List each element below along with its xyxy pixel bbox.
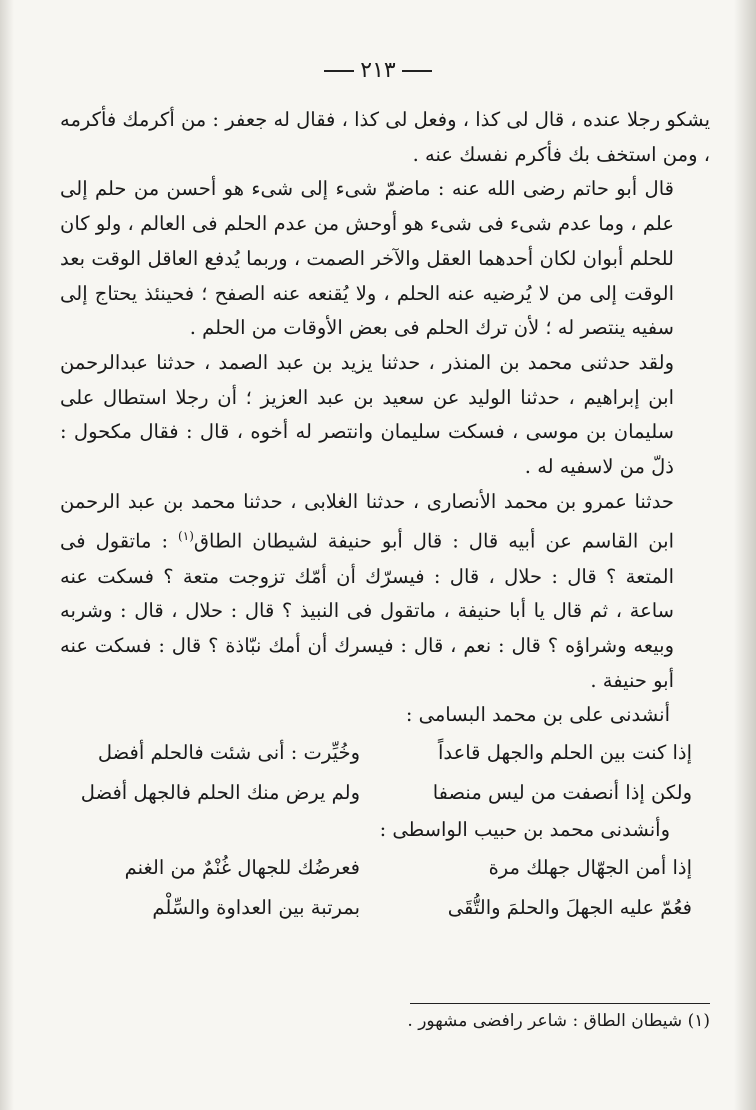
paragraph-4: [60, 485, 710, 699]
poem-1-verse-2: [60, 773, 710, 813]
verse-first-hemistich: فعُمّ عليه الجهلَ والحلمَ والتُّقَى: [447, 895, 692, 919]
footnote-reference: (١): [178, 529, 194, 544]
verse-second-hemistich: وخُيِّرت : أنى شئت فالحلم أفضل: [97, 741, 360, 765]
paragraph-1: يشكو رجلا عنده ، قال لى كذا ، وفعل لى كذا ، فقال له جعفر : من أكرمك فأكرمه ، ومن استخف بك فأكرم نفسك عنه .: [60, 108, 710, 166]
footnote-divider: [410, 1003, 710, 1004]
paragraph-2: قال أبو حاتم رضى الله عنه : ماضمّ شىء إلى شىء هو أحسن من حلم إلى علم ، وما عدم شىء فى شىء هو أوحش من عدم الحلم فى العالم ، ولو كان للحلم أبوان لكان أحدهما العقل والآخر الصمت ، وربما يُدفع العاقل الوقت بعد الوقت إلى من لا يُرضيه عنه الحلم ، ولا يُقنعه عنه الصفح ؛ فحينئذ يحتاج إلى سفيه ينتصر له ؛ لأن ترك الحلم فى بعض الأوقات من الحلم .: [60, 177, 674, 340]
page-edge-right: [734, 0, 756, 1110]
verse-second-hemistich: فعرضُك للجهال غُنْمٌ من الغنم: [124, 855, 360, 879]
verse-second-hemistich: بمرتبة بين العداوة والسِّلْم: [152, 895, 360, 919]
page-body: [60, 103, 710, 928]
verse-second-hemistich: ولم يرض منك الحلم فالجهل أفضل: [80, 781, 360, 805]
poem-1-intro: أنشدنى على بن محمد البسامى :: [405, 703, 670, 727]
paragraph-3: ولقد حدثنى محمد بن المنذر ، حدثنا يزيد بن عبد الصمد ، حدثنا عبدالرحمن ابن إبراهيم ، حدثنا الوليد عن سعيد بن عبد العزيز ؛ أن رجلا استطال على سليمان بن موسى ، فسكت سليمان وانتصر له أخوه ، قال : فقال مكحول : ذلّ من لاسفيه له .: [60, 350, 674, 479]
poem-2-verse-1: [60, 848, 710, 888]
poem-1-verse-1: [60, 733, 710, 773]
page-header: [0, 58, 756, 83]
poem-2-intro: وأنشدنى محمد بن حبيب الواسطى :: [379, 818, 670, 842]
verse-first-hemistich: إذا كنت بين الحلم والجهل قاعداً: [437, 741, 692, 765]
header-dash-left: [324, 70, 354, 72]
paragraph-4-part-1: حدثنا عمرو بن محمد الأنصارى ، حدثنا الغلابى ، حدثنا محمد بن عبد الرحمن ابن القاسم عن أبيه قال : قال أبو حنيفة لشيطان الطاق: [60, 489, 674, 553]
verse-first-hemistich: ولكن إذا أنصفت من ليس منصفا: [432, 781, 692, 805]
page-number: ٢١٣: [360, 58, 396, 83]
footnote: (١) شيطان الطاق : شاعر رافضى مشهور .: [407, 1011, 710, 1031]
paragraph-4-part-2: : ماتقول فى المتعة ؟ قال : حلال ، قال : فيسرّك أن أمّك تزوجت متعة ؟ فسكت عنه ساعة ، ثم قال يا أبا حنيفة ، ماتقول فى النبيذ ؟ قال : حلال ، قال : وشربه وبيعه وشراؤه ؟ قال : نعم ، قال : فيسرك أن أمك نبّاذة ؟ قال : فسكت عنه أبو حنيفة .: [60, 529, 674, 692]
header-dash-right: [402, 70, 432, 72]
verse-first-hemistich: إذا أمن الجهّال جهلك مرة: [488, 855, 692, 879]
poem-2-verse-2: [60, 888, 710, 928]
page-edge-left: [0, 0, 14, 1110]
